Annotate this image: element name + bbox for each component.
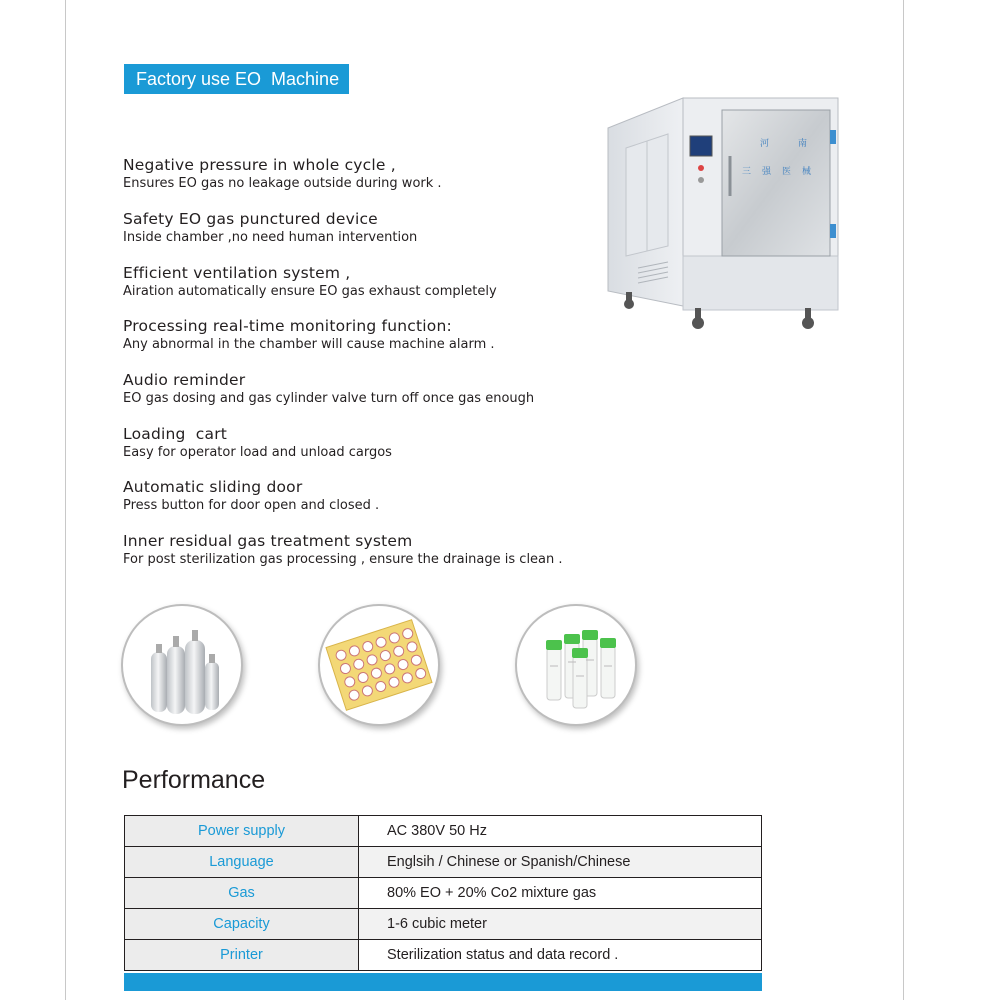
performance-title: Performance xyxy=(122,766,266,794)
feature-description: Any abnormal in the chamber will cause machine alarm . xyxy=(123,337,495,352)
feature-item xyxy=(123,531,563,569)
spec-value: Englsih / Chinese or Spanish/Chinese xyxy=(359,847,762,878)
left-margin-line xyxy=(65,0,66,1000)
machine-label-char: 医 xyxy=(782,167,792,177)
feature-heading: Processing real-time monitoring function: xyxy=(123,317,452,335)
performance-table xyxy=(124,815,762,971)
indicator-labels-icon xyxy=(320,606,438,724)
spec-key: Printer xyxy=(125,940,359,971)
gas-cylinders-icon xyxy=(123,606,241,724)
feature-heading: Loading cart xyxy=(123,425,228,443)
spec-value: AC 380V 50 Hz xyxy=(359,816,762,847)
feature-item xyxy=(123,424,392,462)
feature-heading: Efficient ventilation system , xyxy=(123,264,351,282)
feature-description: EO gas dosing and gas cylinder valve turn off once gas enough xyxy=(123,391,535,406)
machine-label-char: 强 xyxy=(762,167,772,177)
machine-label-char: 三 xyxy=(742,167,752,177)
spec-value: 80% EO + 20% Co2 mixture gas xyxy=(359,878,762,909)
eo-sterilizer-machine-image xyxy=(598,96,848,341)
feature-heading: Automatic sliding door xyxy=(123,478,303,496)
biological-indicator-vials-icon xyxy=(517,606,635,724)
footer-accent-bar xyxy=(124,973,762,991)
feature-heading: Audio reminder xyxy=(123,371,246,389)
feature-heading: Inner residual gas treatment system xyxy=(123,532,413,550)
feature-description: Airation automatically ensure EO gas exhaust completely xyxy=(123,284,497,299)
feature-item xyxy=(123,316,495,354)
table-row xyxy=(125,940,762,971)
feature-description: Ensures EO gas no leakage outside during work . xyxy=(123,176,442,191)
feature-item xyxy=(123,155,442,193)
table-row xyxy=(125,847,762,878)
page-title: Factory use EO Machine xyxy=(124,64,349,94)
table-row xyxy=(125,816,762,847)
feature-description: Press button for door open and closed . xyxy=(123,498,380,513)
gas-cylinders-image xyxy=(121,604,243,726)
spec-key: Language xyxy=(125,847,359,878)
table-row xyxy=(125,878,762,909)
spec-value: 1-6 cubic meter xyxy=(359,909,762,940)
feature-item xyxy=(123,370,534,408)
indicator-labels-image xyxy=(318,604,440,726)
machine-label-char: 河 xyxy=(760,139,770,149)
machine-label-char: 械 xyxy=(802,167,812,177)
spec-key: Power supply xyxy=(125,816,359,847)
spec-key: Gas xyxy=(125,878,359,909)
feature-heading: Safety EO gas punctured device xyxy=(123,210,378,228)
table-row xyxy=(125,909,762,940)
biological-indicators-image xyxy=(515,604,637,726)
right-margin-line xyxy=(903,0,904,1000)
feature-description: For post sterilization gas processing , ensure the drainage is clean . xyxy=(123,552,563,567)
feature-heading: Negative pressure in whole cycle , xyxy=(123,156,396,174)
spec-value: Sterilization status and data record . xyxy=(359,940,762,971)
feature-item xyxy=(123,263,497,301)
machine-label-char: 南 xyxy=(798,139,808,149)
feature-item xyxy=(123,477,379,515)
feature-description: Easy for operator load and unload cargos xyxy=(123,445,392,460)
feature-description: Inside chamber ,no need human intervention xyxy=(123,230,418,245)
feature-item xyxy=(123,209,417,247)
spec-key: Capacity xyxy=(125,909,359,940)
